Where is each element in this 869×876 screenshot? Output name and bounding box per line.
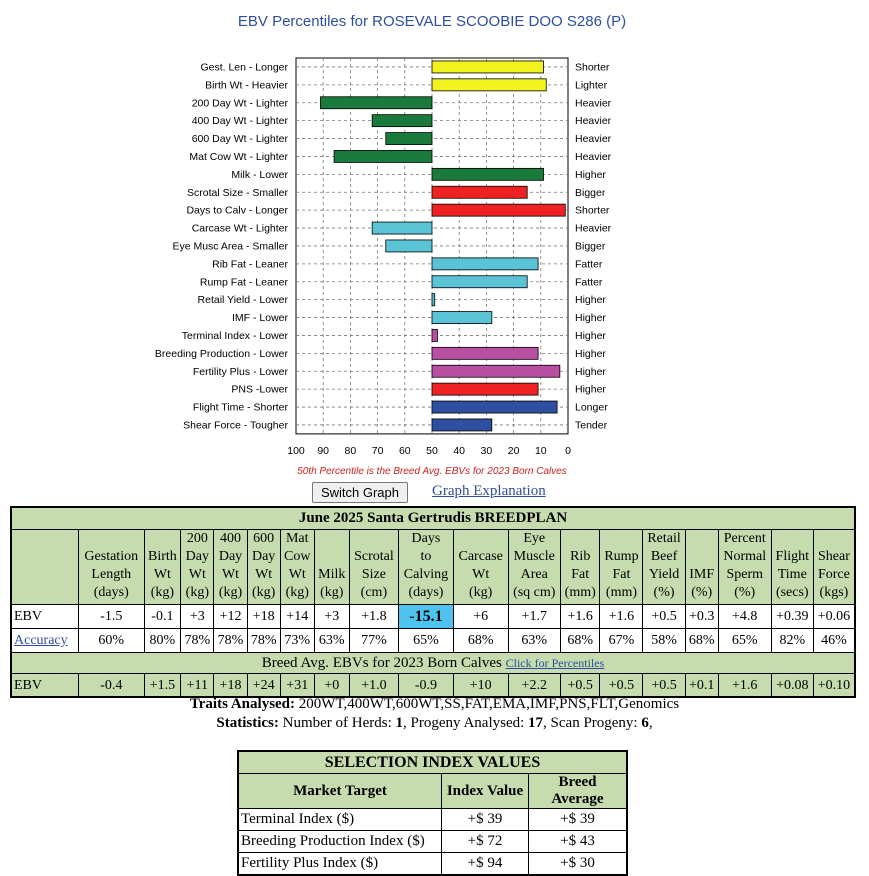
trait-left-label: IMF - Lower (231, 312, 288, 325)
trait-left-label: Fertility Plus - Lower (192, 365, 288, 378)
trait-right-label: Bigger (575, 186, 606, 199)
market-target-cell: Terminal Index ($) (238, 809, 442, 831)
accuracy-value-cell: 78% (247, 629, 280, 653)
chart-right-labels (575, 61, 612, 431)
percentile-bar (432, 258, 538, 270)
accuracy-value-cell: 80% (144, 629, 181, 653)
breed-average-cell: +$ 39 (529, 809, 628, 831)
breed-avg-row (11, 674, 855, 698)
breed-avg-value-cell: +31 (280, 674, 314, 698)
percentile-bar (334, 150, 432, 162)
ebv-column-header: Gestation Length (days) (79, 530, 145, 605)
percentile-bar (372, 115, 432, 127)
accuracy-value-cell: 63% (314, 629, 349, 653)
trait-left-label: 200 Day Wt - Lighter (191, 97, 288, 110)
breed-avg-value-cell: +24 (247, 674, 280, 698)
percentile-bar (432, 365, 560, 377)
trait-right-label: Higher (575, 383, 606, 396)
click-for-percentiles-link[interactable]: Click for Percentiles (505, 655, 605, 670)
accuracy-value-cell: 58% (643, 629, 685, 653)
breed-avg-value-cell: +0.1 (685, 674, 718, 698)
chart-title: EBV Percentiles for ROSEVALE SCOOBIE DOO S286 (P) (237, 13, 627, 30)
breed-avg-value-cell: -0.4 (79, 674, 145, 698)
trait-left-label: 600 Day Wt - Lighter (191, 133, 288, 146)
ebv-value-cell: +6 (453, 605, 508, 629)
traits-analysed-value: 200WT,400WT,600WT,SS,FAT,EMA,IMF,PNS,FLT,Genomics (298, 696, 680, 712)
trait-right-label: Heavier (575, 97, 612, 110)
breed-avg-value-cell: +18 (214, 674, 247, 698)
percentile-bar (320, 97, 432, 109)
ebv-column-header: Carcase Wt (kg) (453, 530, 508, 605)
scan-label: Scan Progeny: (550, 715, 638, 731)
ebv-column-header: IMF (%) (685, 530, 718, 605)
ebv-column-header: Rump Fat (mm) (600, 530, 643, 605)
statistics: Statistics: Number of Herds: 1, Progeny Analysed: 17, Scan Progeny: 6, (216, 715, 653, 731)
graph-explanation-link[interactable]: Graph Explanation (432, 483, 546, 499)
breed-avg-value-cell: +0.5 (561, 674, 600, 698)
ebv-value-cell: +12 (214, 605, 247, 629)
index-value-cell: +$ 39 (442, 809, 529, 831)
trait-right-label: Heavier (575, 115, 612, 128)
ebv-value-cell: +1.6 (561, 605, 600, 629)
ebv-column-header: Scrotal Size (cm) (349, 530, 398, 605)
ebv-table-title-row (11, 507, 855, 530)
breed-avg-value-cell: +0 (314, 674, 349, 698)
herds-value: 1 (395, 715, 404, 731)
ebv-value-cell: +1.8 (349, 605, 398, 629)
accuracy-value-cell: 68% (685, 629, 718, 653)
breed-avg-title-row (11, 653, 855, 674)
ebv-column-header: 600 Day Wt (kg) (247, 530, 280, 605)
accuracy-row-label (11, 629, 79, 653)
ebv-column-header: Birth Wt (kg) (144, 530, 181, 605)
percentile-bar (386, 240, 432, 252)
trait-right-label: Heavier (575, 150, 612, 163)
accuracy-value-cell: 46% (813, 629, 855, 653)
trait-right-label: Shorter (575, 204, 610, 217)
trait-right-label: Shorter (575, 61, 610, 74)
accuracy-value-cell: 73% (280, 629, 314, 653)
trait-right-label: Longer (575, 401, 608, 414)
breed-avg-value-cell: +10 (453, 674, 508, 698)
accuracy-link[interactable]: Accuracy (14, 633, 68, 648)
breed-avg-value-cell: +11 (181, 674, 214, 698)
breed-avg-title (11, 653, 855, 674)
accuracy-value-cell: 78% (214, 629, 247, 653)
breed-avg-title-text: Breed Avg. EBVs for 2023 Born Calves (261, 654, 502, 671)
breed-average-cell: +$ 30 (529, 853, 628, 876)
breed-avg-value-cell: +0.5 (643, 674, 685, 698)
trait-left-label: Mat Cow Wt - Lighter (189, 150, 288, 163)
ebv-table-title: June 2025 Santa Gertrudis BREEDPLAN (11, 507, 855, 530)
market-target-cell: Fertility Plus Index ($) (238, 853, 442, 876)
accuracy-value-cell: 68% (561, 629, 600, 653)
ebv-value-cell: +18 (247, 605, 280, 629)
trait-left-label: Milk - Lower (231, 168, 288, 181)
ebv-value-cell: +1.7 (508, 605, 560, 629)
selection-index-row (238, 831, 627, 853)
percentile-bar (432, 79, 546, 91)
ebv-column-header: Eye Muscle Area (sq cm) (508, 530, 560, 605)
percentile-bar (432, 204, 565, 216)
ebv-value-cell: +14 (280, 605, 314, 629)
x-tick-label: 80 (344, 444, 357, 457)
accuracy-value-cell: 65% (718, 629, 771, 653)
trait-left-label: Rump Fat - Leaner (199, 276, 288, 289)
trait-right-label: Higher (575, 168, 606, 181)
percentile-bar (432, 419, 492, 431)
switch-graph-button[interactable]: Switch Graph (312, 482, 408, 503)
accuracy-value-cell: 63% (508, 629, 560, 653)
percentile-bar (432, 401, 557, 413)
ebv-value-cell: +0.06 (813, 605, 855, 629)
trait-left-label: Shear Force - Tougher (183, 419, 288, 432)
trait-left-label: PNS -Lower (231, 383, 288, 396)
selection-index-row (238, 809, 627, 831)
traits-analysed-label: Traits Analysed: (189, 696, 296, 712)
traits-analysed (0, 696, 869, 713)
selection-index-table (237, 750, 628, 876)
ebv-value-cell: +1.6 (600, 605, 643, 629)
ebv-value-cell: +0.3 (685, 605, 718, 629)
trait-right-label: Heavier (575, 222, 612, 235)
market-target-cell: Breeding Production Index ($) (238, 831, 442, 853)
ebv-value-cell: +4.8 (718, 605, 771, 629)
ebv-column-header: Days to Calving (days) (399, 530, 454, 605)
trait-left-label: Birth Wt - Heavier (205, 79, 288, 92)
ebv-column-header: Milk (kg) (314, 530, 349, 605)
trait-right-label: Higher (575, 365, 606, 378)
ebv-value-cell: -15.1 (399, 605, 454, 629)
trait-right-label: Tender (575, 419, 608, 432)
percentile-bar (432, 347, 538, 359)
herds-label: Number of Herds: (282, 715, 392, 731)
selection-index-row (238, 853, 627, 876)
x-tick-label: 70 (371, 444, 384, 457)
trait-right-label: Bigger (575, 240, 606, 253)
breed-avg-value-cell: +0.10 (813, 674, 855, 698)
trait-right-label: Higher (575, 347, 606, 360)
selection-index-header-row (238, 774, 627, 809)
percentile-bar (432, 168, 544, 180)
breed-avg-value-cell: -0.9 (399, 674, 454, 698)
percentile-bar (386, 133, 432, 145)
trait-left-label: Flight Time - Shorter (192, 401, 288, 414)
trait-right-label: Lighter (575, 79, 608, 92)
x-tick-label: 20 (507, 444, 520, 457)
trait-right-label: Higher (575, 294, 606, 307)
progeny-value: 17 (528, 715, 544, 731)
breed-avg-value-cell: +1.6 (718, 674, 771, 698)
trait-left-label: Terminal Index - Lower (181, 329, 288, 342)
percentile-bar (432, 383, 538, 395)
ebv-column-header: Shear Force (kgs) (813, 530, 855, 605)
trait-right-label: Heavier (575, 133, 612, 146)
ebv-value-cell: +3 (314, 605, 349, 629)
percentile-bar (432, 61, 544, 73)
accuracy-row (11, 629, 855, 653)
accuracy-value-cell: 77% (349, 629, 398, 653)
ebv-value-cell: -1.5 (79, 605, 145, 629)
percentile-bar (372, 222, 432, 234)
breed-avg-value-cell: +1.5 (144, 674, 181, 698)
breed-avg-row-label: EBV (11, 674, 79, 698)
ebv-column-header: Flight Time (secs) (771, 530, 813, 605)
chart-note: 50th Percentile is the Breed Avg. EBVs for 2023 Born Calves (297, 466, 567, 477)
x-tick-label: 60 (398, 444, 411, 457)
breed-avg-value-cell: +0.5 (600, 674, 643, 698)
ebv-value-cell: +3 (181, 605, 214, 629)
chart-left-labels (155, 61, 289, 431)
statistics-label: Statistics: (216, 715, 279, 731)
breed-average-cell: +$ 43 (529, 831, 628, 853)
ebv-values-row (11, 605, 855, 629)
x-tick-label: 40 (453, 444, 466, 457)
accuracy-value-cell: 67% (600, 629, 643, 653)
x-tick-label: 90 (317, 444, 330, 457)
ebv-table (10, 506, 856, 698)
trait-left-label: Carcase Wt - Lighter (191, 222, 288, 235)
trait-left-label: Gest. Len - Longer (200, 61, 288, 74)
progeny-label: Progeny Analysed: (410, 715, 525, 731)
trait-left-label: Retail Yield - Lower (197, 294, 288, 307)
x-tick-label: 10 (534, 444, 547, 457)
breed-avg-value-cell: +2.2 (508, 674, 560, 698)
ebv-value-cell: +0.5 (643, 605, 685, 629)
accuracy-value-cell: 68% (453, 629, 508, 653)
ebv-row-label: EBV (11, 605, 79, 629)
trait-left-label: Eye Musc Area - Smaller (172, 240, 288, 253)
percentile-bar (432, 294, 435, 306)
ebv-column-header: 200 Day Wt (kg) (181, 530, 214, 605)
trait-right-label: Fatter (575, 276, 603, 289)
accuracy-value-cell: 78% (181, 629, 214, 653)
chart-x-ticks (287, 445, 571, 457)
ebv-column-header: Rib Fat (mm) (561, 530, 600, 605)
accuracy-value-cell: 82% (771, 629, 813, 653)
trait-left-label: Rib Fat - Leaner (212, 258, 288, 271)
trait-right-label: Higher (575, 312, 606, 325)
accuracy-value-cell: 60% (79, 629, 145, 653)
ebv-value-cell: +0.39 (771, 605, 813, 629)
ebv-table-header-row (11, 530, 855, 605)
breed-avg-value-cell: +0.08 (771, 674, 813, 698)
ebv-column-header: 400 Day Wt (kg) (214, 530, 247, 605)
percentile-bar (432, 186, 527, 198)
ebv-column-header: Percent Normal Sperm (%) (718, 530, 771, 605)
x-tick-label: 0 (565, 444, 571, 457)
percentile-bar (432, 329, 437, 341)
trait-left-label: Breeding Production - Lower (154, 347, 288, 360)
breed-avg-value-cell: +1.0 (349, 674, 398, 698)
trait-right-label: Higher (575, 329, 606, 342)
selection-index-title: SELECTION INDEX VALUES (238, 751, 627, 774)
x-tick-label: 50 (426, 444, 438, 457)
x-tick-label: 100 (287, 444, 305, 457)
trait-left-label: Days to Calv - Longer (186, 204, 288, 217)
index-value-header: Index Value (442, 774, 529, 809)
trait-left-label: 400 Day Wt - Lighter (191, 115, 288, 128)
index-value-cell: +$ 72 (442, 831, 529, 853)
breed-average-header: Breed Average (529, 774, 628, 809)
index-value-cell: +$ 94 (442, 853, 529, 876)
trait-left-label: Scrotal Size - Smaller (187, 186, 288, 199)
market-target-header: Market Target (238, 774, 442, 809)
scan-value: 6 (641, 715, 649, 731)
ebv-column-header: Mat Cow Wt (kg) (280, 530, 314, 605)
x-tick-label: 30 (480, 444, 493, 457)
selection-index-title-row (238, 751, 627, 774)
percentile-bar (432, 312, 492, 324)
percentile-bar (432, 276, 527, 288)
trait-right-label: Fatter (575, 258, 603, 271)
ebv-table-corner (11, 530, 79, 605)
accuracy-value-cell: 65% (399, 629, 454, 653)
ebv-column-header: Retail Beef Yield (%) (643, 530, 685, 605)
ebv-value-cell: -0.1 (144, 605, 181, 629)
